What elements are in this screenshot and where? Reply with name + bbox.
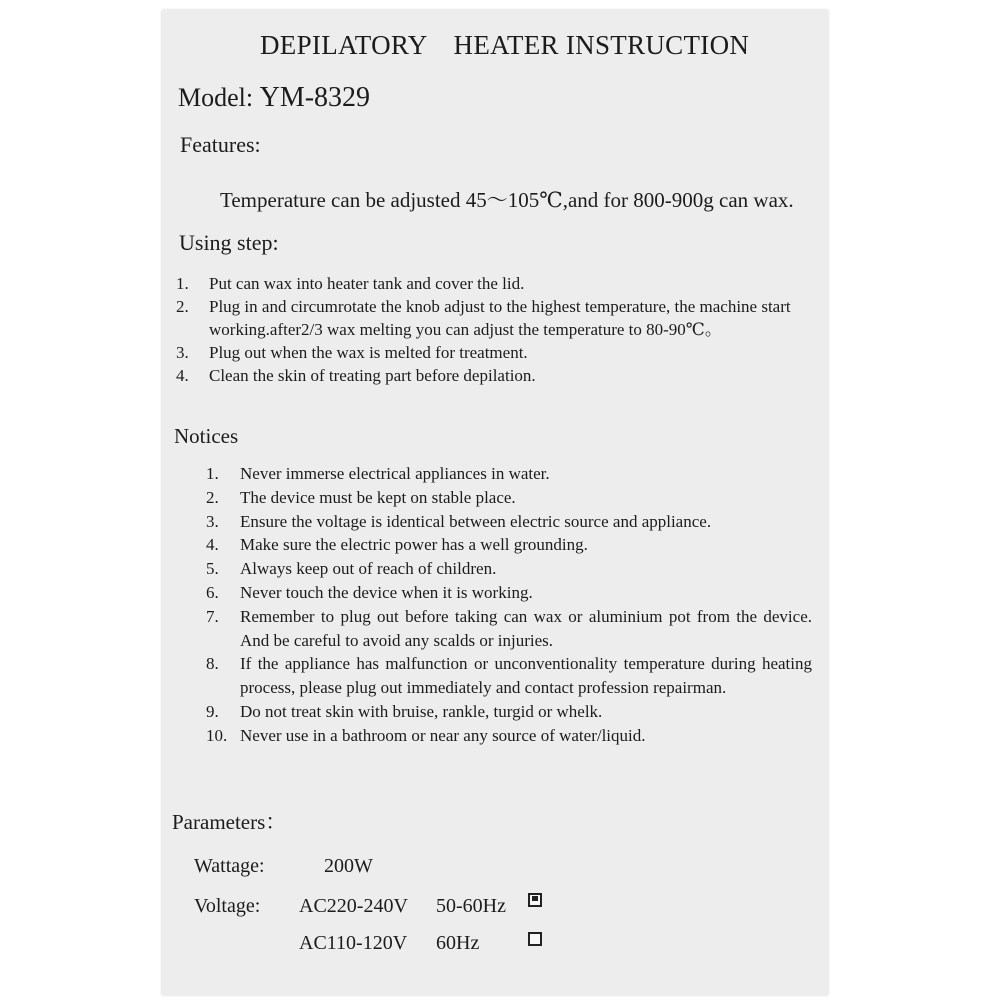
list-item	[176, 295, 816, 341]
step-number: 4.	[176, 366, 189, 385]
notice-text: Never use in a bathroom or near any source of water/liquid.	[240, 725, 646, 745]
notices-list	[206, 462, 812, 748]
voltage-option-2-frequency: 60Hz	[436, 932, 480, 954]
notice-text: Make sure the electric power has a well grounding.	[240, 535, 588, 555]
voltage-label: Voltage:	[194, 895, 261, 917]
step-number: 3.	[176, 343, 189, 362]
wattage-label: Wattage:	[194, 855, 265, 877]
voltage-option-1-frequency: 50-60Hz	[436, 895, 506, 917]
notice-number: 2.	[206, 487, 219, 507]
title-part-1: DEPILATORY	[260, 30, 428, 60]
notice-text: Do not treat skin with bruise, rankle, turgid or whelk.	[240, 701, 603, 721]
list-item	[206, 700, 812, 724]
step-number: 2.	[176, 297, 189, 316]
notice-text: Never touch the device when it is working.	[240, 582, 533, 602]
list-item	[206, 605, 812, 653]
step-text: Put can wax into heater tank and cover the lid.	[209, 274, 525, 293]
step-text: Plug out when the wax is melted for treatment.	[209, 343, 528, 362]
notice-text: Never immerse electrical appliances in water.	[240, 464, 550, 483]
notice-number: 8.	[206, 654, 219, 674]
notices-heading: Notices	[174, 424, 239, 448]
list-item	[206, 486, 812, 510]
notice-text: Always keep out of reach of children.	[240, 559, 497, 579]
steps-list	[176, 272, 816, 387]
instruction-sheet	[162, 10, 828, 995]
list-item	[206, 510, 812, 534]
notice-number: 9.	[206, 701, 219, 721]
model-value: YM-8329	[259, 82, 371, 113]
features-text: Temperature can be adjusted 45～105℃,and for 800-900g can wax.	[220, 188, 794, 212]
notice-number: 3.	[206, 511, 219, 531]
notice-text: Remember to plug out before taking can wax or aluminium pot from the device. And be careful to avoid any scalds or injuries.	[240, 606, 812, 650]
notice-number: 7.	[206, 606, 219, 626]
using-step-heading: Using step:	[179, 230, 279, 255]
list-item	[176, 364, 816, 387]
title-part-2: HEATER INSTRUCTION	[453, 30, 750, 60]
features-heading: Features:	[180, 132, 261, 157]
voltage-option-1-voltage: AC220-240V	[299, 895, 408, 917]
list-item	[206, 581, 812, 605]
list-item	[176, 272, 816, 295]
list-item	[206, 652, 812, 700]
notice-text: If the appliance has malfunction or unconventionality temperature during heating process, please plug out immediately and contact profession repairman.	[240, 654, 812, 698]
list-item	[206, 724, 812, 748]
list-item	[206, 557, 812, 581]
notice-text: The device must be kept on stable place.	[240, 487, 516, 507]
step-text: Clean the skin of treating part before depilation.	[209, 366, 536, 385]
wattage-value: 200W	[324, 855, 373, 877]
list-item	[206, 462, 812, 486]
step-number: 1.	[176, 274, 189, 293]
voltage-option-2-voltage: AC110-120V	[299, 932, 408, 954]
list-item	[176, 341, 816, 364]
notice-number: 1.	[206, 464, 219, 483]
parameters-heading: Parameters：	[172, 810, 287, 834]
notice-text: Ensure the voltage is identical between electric source and appliance.	[240, 511, 712, 531]
model-line	[178, 82, 370, 114]
voltage-option-1-checkbox	[528, 893, 542, 907]
notice-number: 6.	[206, 582, 219, 602]
notice-number: 4.	[206, 535, 219, 555]
step-text: Plug in and circumrotate the knob adjust to the highest temperature, the machine start working.after2/3 wax melting you can adjust the temperature to 80-90℃。	[209, 297, 791, 339]
model-label: Model:	[178, 83, 254, 112]
page-title	[260, 30, 749, 61]
notice-number: 5.	[206, 559, 219, 579]
list-item	[206, 533, 812, 557]
voltage-option-2-checkbox	[528, 932, 542, 946]
notice-number: 10.	[206, 725, 228, 745]
